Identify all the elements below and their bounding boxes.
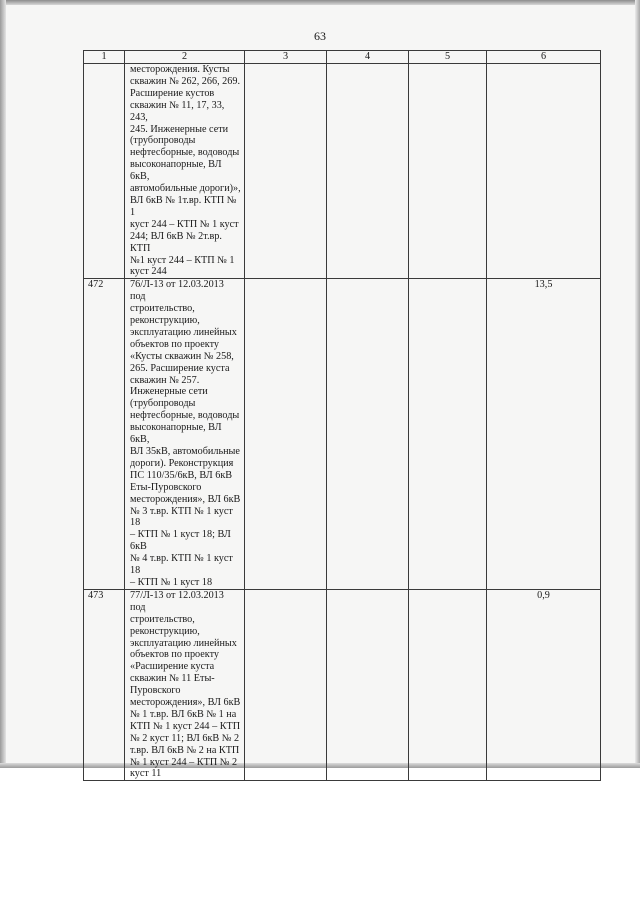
row-area-value <box>487 64 601 279</box>
column-header-4: 4 <box>327 51 409 64</box>
column-header-2: 2 <box>125 51 245 64</box>
table-row <box>84 64 601 279</box>
column-header-5: 5 <box>409 51 487 64</box>
row-col-5 <box>409 64 487 279</box>
table-header-row <box>84 51 601 64</box>
row-description: месторождения. Кусты скважин № 262, 266, 269. Расширение кустов скважин № 11, 17, 33, 243, 245. Инженерные сети (трубопроводы нефтесборные, водоводы высоконапорные, ВЛ 6кВ, автомобильные дороги)», ВЛ 6кВ № 1т.вр. КТП № 1 куст 244 – КТП № 1 куст 244; ВЛ 6кВ № 2т.вр. КТП №1 куст 244 – КТП № 1 куст 244 <box>125 64 245 279</box>
column-header-1: 1 <box>84 51 125 64</box>
row-col-3 <box>245 64 327 279</box>
row-col-4 <box>327 64 409 279</box>
row-area-value: 0,9 <box>487 589 601 781</box>
row-col-4 <box>327 279 409 590</box>
table-row <box>84 589 601 781</box>
scan-edge-top <box>0 0 640 5</box>
row-col-4 <box>327 589 409 781</box>
land-plots-table <box>83 50 601 781</box>
scan-edge-left <box>0 0 6 768</box>
table-row <box>84 279 601 590</box>
row-number <box>84 64 125 279</box>
row-description: 76/Л-13 от 12.03.2013 под строительство, реконструкцию, эксплуатацию линейных объектов по проекту «Кусты скважин № 258, 265. Расширение куста скважин № 257. Инженерные сети (трубопроводы нефтесборные, водоводы высоконапорные, ВЛ 6кВ, ВЛ 35кВ, автомобильные дороги). Реконструкция ПС 110/35/6кВ, ВЛ 6кВ Еты-Пуровского месторождения», ВЛ 6кВ № 3 т.вр. КТП № 1 куст 18 – КТП № 1 куст 18; ВЛ 6кВ № 4 т.вр. КТП № 1 куст 18 – КТП № 1 куст 18 <box>125 279 245 590</box>
scan-edge-right <box>635 0 640 768</box>
row-col-5 <box>409 279 487 590</box>
row-col-5 <box>409 589 487 781</box>
row-col-3 <box>245 279 327 590</box>
column-header-3: 3 <box>245 51 327 64</box>
page-number: 63 <box>314 29 326 43</box>
column-header-6: 6 <box>487 51 601 64</box>
row-number: 472 <box>84 279 125 590</box>
row-area-value: 13,5 <box>487 279 601 590</box>
row-description: 77/Л-13 от 12.03.2013 под строительство, реконструкцию, эксплуатацию линейных объектов по проекту «Расширение куста скважин № 11 Еты- Пуровского месторождения», ВЛ 6кВ № 1 т.вр. ВЛ 6кВ № 1 на КТП № 1 куст 244 – КТП № 2 куст 11; ВЛ 6кВ № 2 т.вр. ВЛ 6кВ № 2 на КТП № 1 куст 244 – КТП № 2 куст 11 <box>125 589 245 781</box>
row-col-3 <box>245 589 327 781</box>
row-number: 473 <box>84 589 125 781</box>
